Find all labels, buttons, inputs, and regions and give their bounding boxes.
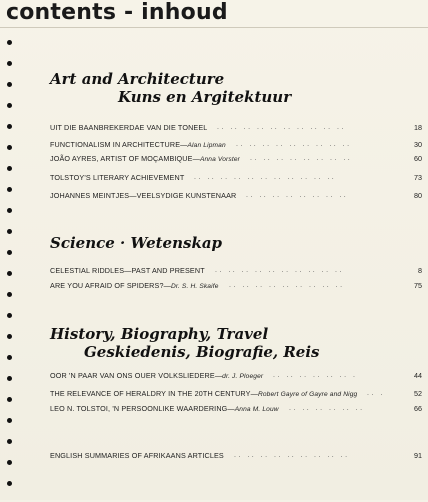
entry-title: LEO N. TOLSTOI, 'N PERSOONLIKE WAARDERING (50, 404, 228, 413)
entry-text (50, 264, 205, 278)
contents-entry[interactable] (50, 121, 422, 135)
entry-dash: — (250, 389, 258, 398)
entry-page-number: 75 (414, 281, 422, 290)
leader-dots: .. .. .. .. .. .. .. .. .. .. (215, 267, 344, 274)
leader-dots: .. .. .. .. .. .. .. .. .. (229, 282, 345, 289)
binder-hole (7, 334, 12, 339)
entry-title: TOLSTOY'S LITERARY ACHIEVEMENT (50, 173, 185, 182)
section-heading-line: Science · Wetenskap (50, 234, 223, 252)
entry-title: ARE YOU AFRAID OF SPIDERS? (50, 281, 164, 290)
binder-hole (7, 61, 12, 66)
leader-dots: .. .. .. .. .. .. .. .. .. (234, 452, 350, 459)
entry-page-number: 44 (414, 371, 422, 380)
contents-entry[interactable] (50, 264, 422, 278)
leader-dots: .. .. .. .. .. .. (289, 405, 365, 412)
contents-entry[interactable] (50, 449, 422, 463)
entry-page-number: 80 (414, 191, 422, 200)
entry-author: Dr. S. H. Skaife (170, 283, 219, 290)
section-heading-line: Art and Architecture (50, 70, 225, 88)
binder-hole (7, 124, 12, 129)
binder-hole (7, 229, 12, 234)
entry-dash: — (180, 140, 188, 149)
section-heading-line: Geskiedenis, Biografie, Reis (84, 343, 320, 361)
entry-author: Anna M. Louw (234, 406, 279, 413)
leader-dots: .. . (367, 390, 385, 397)
binder-hole (7, 250, 12, 255)
binder-holes (7, 40, 15, 502)
entry-title: FUNCTIONALISM IN ARCHITECTURE (50, 140, 181, 149)
entry-text (50, 279, 219, 294)
entry-author: dr. J. Ploeger (222, 373, 264, 380)
entry-author: Anna Vorster (199, 156, 240, 163)
entry-page-number: 60 (414, 154, 422, 163)
leader-dots: .. .. .. .. .. .. . (273, 372, 358, 379)
contents-entry[interactable] (50, 171, 422, 185)
binder-hole (7, 292, 12, 297)
entry-dash: — (163, 281, 171, 290)
entry-text (50, 402, 279, 417)
contents-entry[interactable] (50, 369, 422, 383)
entry-page-number: 91 (414, 451, 422, 460)
entry-title: THE RELEVANCE OF HERALDRY IN THE 20TH CENTURY (50, 389, 251, 398)
contents-entry[interactable] (50, 138, 422, 152)
binder-hole (7, 313, 12, 318)
title-divider (0, 27, 428, 28)
entry-title: ENGLISH SUMMARIES OF AFRIKAANS ARTICLES (50, 451, 224, 460)
binder-hole (7, 166, 12, 171)
entry-author: Robert Gayre of Gayre and Nigg (257, 391, 358, 398)
binder-hole (7, 418, 12, 423)
entry-page-number: 73 (414, 173, 422, 182)
entry-text (50, 152, 240, 167)
contents-entry[interactable] (50, 402, 422, 416)
binder-hole (7, 40, 12, 45)
section-heading-line: History, Biography, Travel (50, 325, 269, 343)
entry-title: CELESTIAL RIDDLES—PAST AND PRESENT (50, 266, 205, 275)
binder-hole (7, 439, 12, 444)
binder-hole (7, 271, 12, 276)
entry-dash: — (227, 404, 235, 413)
entry-text (50, 189, 236, 203)
entry-text (50, 138, 226, 153)
entry-dash: — (192, 154, 200, 163)
contents-entry[interactable] (50, 387, 422, 401)
contents-entry[interactable] (50, 279, 422, 293)
entry-title: JOÃO AYRES, ARTIST OF MOÇAMBIQUE (50, 154, 193, 163)
page-title: contents - inhoud (6, 0, 228, 25)
binder-hole (7, 460, 12, 465)
binder-hole (7, 82, 12, 87)
binder-hole (7, 145, 12, 150)
section-heading-line: Kuns en Argitektuur (118, 88, 292, 106)
binder-hole (7, 397, 12, 402)
leader-dots: .. .. .. .. .. .. .. .. .. .. (217, 124, 346, 131)
entry-title: OOR 'N PAAR VAN ONS OUER VOLKSLIEDERE (50, 371, 215, 380)
binder-hole (7, 481, 12, 486)
contents-entry[interactable] (50, 189, 422, 203)
entry-title: UIT DIE BAANBREKERDAE VAN DIE TONEEL (50, 123, 208, 132)
entry-text (50, 387, 357, 402)
leader-dots: .. .. .. .. .. .. .. .. (246, 192, 349, 199)
entry-text (50, 121, 207, 135)
entry-page-number: 8 (418, 266, 422, 275)
entry-page-number: 52 (414, 389, 422, 398)
contents-entry[interactable] (50, 152, 422, 166)
leader-dots: .. .. .. .. .. .. .. .. .. .. .. (194, 174, 337, 181)
binder-hole (7, 355, 12, 360)
entry-text (50, 369, 263, 384)
binder-hole (7, 187, 12, 192)
entry-dash: — (214, 371, 223, 380)
entry-text (50, 171, 184, 185)
entry-author: Alan Lipman (187, 142, 226, 149)
binder-hole (7, 208, 12, 213)
entry-page-number: 30 (414, 140, 422, 149)
leader-dots: .. .. .. .. .. .. .. .. (250, 155, 353, 162)
binder-hole (7, 376, 12, 381)
entry-title: JOHANNES MEINTJES—VEELSYDIGE KUNSTENAAR (50, 191, 237, 200)
binder-hole (7, 103, 12, 108)
entry-page-number: 18 (414, 123, 422, 132)
entry-text (50, 449, 224, 463)
leader-dots: .. .. .. .. .. .. .. .. .. (236, 141, 352, 148)
entry-page-number: 66 (414, 404, 422, 413)
